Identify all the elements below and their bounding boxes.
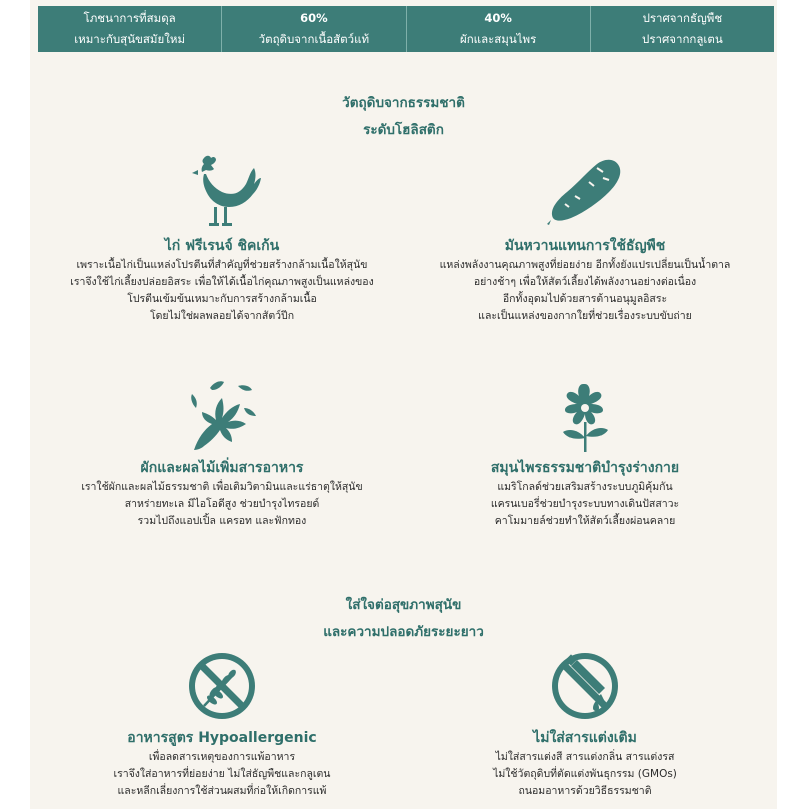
feature-description (52, 749, 392, 800)
section-heading-natural (30, 90, 777, 144)
banner-line2: ผักและสมุนไพร (459, 32, 537, 46)
feature-desc-line: อย่างช้าๆ เพื่อให้สัตว์เลี้ยงได้พลังงานอย่างต่อเนื่อง (473, 276, 697, 288)
banner-cell-vegetables (406, 6, 590, 52)
feature-desc-line: โปรตีนเข้มข้นเหมาะกับการสร้างกล้ามเนื้อ (127, 293, 317, 305)
feature-desc-line: แมริโกลด์ช่วยเสริมสร้างระบบภูมิคุ้มกัน (497, 481, 673, 493)
feature-title: มันหวานแทนการใช้ธัญพืช (504, 238, 666, 254)
feature-desc-line: รวมไปถึงแอปเปิ้ล แครอท และฟักทอง (137, 515, 307, 527)
feature-description (52, 257, 392, 325)
feature-title: อาหารสูตร Hypoallergenic (127, 730, 317, 746)
section-heading-line2: และความปลอดภัยระยะยาว (323, 624, 484, 640)
feature-desc-line: แหล่งพลังงานคุณภาพสูงที่ย่อยง่าย อีกทั้งยังแปรเปลี่ยนเป็นน้ำตาล (439, 259, 731, 271)
banner-line2: ปราศจากกลูเตน (642, 32, 723, 46)
flower-icon (545, 378, 625, 454)
banner-cell-grain-free (590, 6, 774, 52)
banner-cell-balanced (38, 6, 221, 52)
feature-description (52, 479, 392, 530)
feature-banner (38, 6, 774, 52)
chicken-icon (182, 152, 262, 232)
feature-desc-line: ไม่ใช้วัตถุดิบที่ตัดแต่งพันธุกรรม (GMOs) (493, 768, 677, 780)
banner-percent: 40% (484, 11, 512, 25)
feature-desc-line: อีกทั้งอุดมไปด้วยสารต้านอนุมูลอิสระ (502, 293, 668, 305)
feature-chicken (52, 152, 392, 325)
feature-title: สมุนไพรธรรมชาติบำรุงร่างกาย (490, 460, 680, 476)
banner-line2: เหมาะกับสุนัขสมัยใหม่ (74, 32, 186, 46)
feature-title: ไม่ใส่สารแต่งเติม (533, 730, 637, 746)
feature-desc-line: เราจึงใส่อาหารที่ย่อยง่าย ไม่ใส่ธัญพืชและกลูเตน (113, 768, 331, 780)
feature-description (415, 479, 755, 530)
feature-desc-line: คาโมมายล์ช่วยทำให้สัตว์เลี้ยงผ่อนคลาย (494, 515, 676, 527)
feature-sweet-potato (415, 152, 755, 325)
kelp-icon (182, 378, 262, 454)
feature-vegetables (52, 378, 392, 530)
feature-description (415, 257, 755, 325)
feature-herbs (415, 378, 755, 530)
section-heading-line1: วัตถุดิบจากธรรมชาติ (342, 95, 465, 111)
section-heading-line2: ระดับโฮลิสติก (363, 122, 444, 138)
feature-hypoallergenic (52, 648, 392, 800)
section-heading-line1: ใส่ใจต่อสุขภาพสุนัข (345, 597, 462, 613)
section-heading-health (30, 592, 777, 646)
feature-desc-line: ไม่ใส่สารแต่งสี สารแต่งกลิ่น สารแต่งรส (495, 751, 675, 763)
feature-desc-line: โดยไม่ใช่ผลพลอยได้จากสัตว์ปีก (149, 310, 295, 322)
sweet-potato-icon (545, 152, 625, 232)
feature-title: ไก่ ฟรีเรนจ์ ชิคเก้น (164, 238, 280, 254)
feature-desc-line: เพื่อลดสารเหตุของการแพ้อาหาร (148, 751, 296, 763)
banner-line1: ปราศจากธัญพืช (642, 11, 723, 25)
feature-desc-line: เราใช้ผักและผลไม้ธรรมชาติ เพื่อเติมวิตามินและแร่ธาตุให้สุนัข (81, 481, 363, 493)
feature-no-additives (415, 648, 755, 800)
banner-line2: วัตถุดิบจากเนื้อสัตว์แท้ (258, 32, 370, 46)
banner-cell-meat (221, 6, 405, 52)
feature-desc-line: เพราะเนื้อไก่เป็นแหล่งโปรตีนที่สำคัญที่ช่วยสร้างกล้ามเนื้อให้สุนัข (76, 259, 368, 271)
feature-title: ผักและผลไม้เพิ่มสารอาหาร (140, 460, 304, 476)
feature-desc-line: และหลีกเลี่ยงการใช้ส่วนผสมที่ก่อให้เกิดการแพ้ (117, 785, 327, 797)
feature-description (415, 749, 755, 800)
no-additive-icon (547, 648, 623, 724)
feature-desc-line: และเป็นแหล่งของกากใยที่ช่วยเรื่องระบบขับถ่าย (478, 310, 692, 322)
feature-desc-line: เราจึงใช้ไก่เลี้ยงปล่อยอิสระ เพื่อให้ได้เนื้อไก่คุณภาพสูงเป็นแหล่งของ (70, 276, 374, 288)
feature-desc-line: แครนเบอรี่ช่วยบำรุงระบบทางเดินปัสสาวะ (490, 498, 680, 510)
banner-line1: โภชนาการที่สมดุล (83, 11, 176, 25)
no-allergen-icon (184, 648, 260, 724)
feature-desc-line: สาหร่ายทะเล มีไอโอดีสูง ช่วยบำรุงไทรอยด์ (124, 498, 320, 510)
product-info-page (30, 0, 777, 809)
feature-desc-line: ถนอมอาหารด้วยวิธีธรรมชาติ (518, 785, 652, 797)
banner-percent: 60% (300, 11, 328, 25)
